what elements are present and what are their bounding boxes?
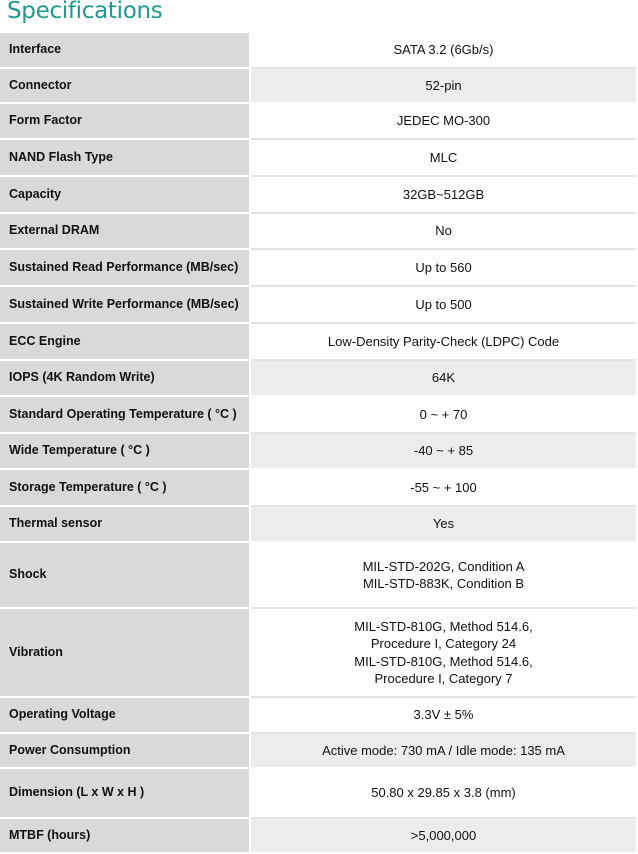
spec-label: Thermal sensor	[0, 507, 251, 543]
spec-row-storage-temperature	[0, 470, 636, 507]
spec-label: Dimension (L x W x H )	[0, 769, 251, 819]
spec-value-line: 32GB~512GB	[402, 186, 485, 202]
spec-row-write-performance	[0, 287, 636, 324]
spec-value-line: 3.3V ± 5%	[413, 707, 474, 723]
spec-value-line: 50.80 x 29.85 x 3.8 (mm)	[371, 785, 516, 801]
spec-value-line: Up to 500	[415, 296, 472, 312]
spec-value	[251, 287, 636, 324]
spec-value	[251, 250, 636, 287]
spec-label: Capacity	[0, 177, 251, 214]
spec-value-line: 0 ~ + 70	[419, 406, 468, 422]
spec-value-line: MIL-STD-810G, Method 514.6,	[354, 653, 533, 669]
spec-value	[251, 507, 636, 543]
spec-label: Wide Temperature ( °C )	[0, 434, 251, 470]
spec-row-operating-voltage	[0, 698, 636, 734]
spec-value	[251, 434, 636, 470]
spec-label: ECC Engine	[0, 324, 251, 361]
spec-value-line: MIL-STD-883K, Condition B	[362, 576, 525, 591]
spec-value	[251, 140, 636, 177]
spec-value-line: Procedure I, Category 24	[370, 636, 517, 651]
spec-label: NAND Flash Type	[0, 140, 251, 177]
spec-value-line: >5,000,000	[410, 827, 477, 843]
spec-label: Operating Voltage	[0, 698, 251, 734]
spec-label: Sustained Read Performance (MB/sec)	[0, 250, 251, 287]
spec-value-line: No	[435, 223, 452, 239]
spec-value	[251, 69, 636, 104]
spec-value	[251, 104, 636, 140]
spec-value	[251, 819, 636, 854]
spec-value-line: MIL-STD-810G, Method 514.6,	[354, 618, 533, 634]
spec-value-line: MIL-STD-202G, Condition A	[362, 558, 525, 574]
spec-label: Form Factor	[0, 104, 251, 140]
spec-value-line: MLC	[429, 149, 458, 165]
spec-label: Vibration	[0, 609, 251, 698]
spec-label: MTBF (hours)	[0, 819, 251, 854]
spec-value	[251, 769, 636, 819]
spec-value	[251, 324, 636, 361]
spec-row-ecc-engine	[0, 324, 636, 361]
page-title: Specifications	[7, 0, 163, 24]
spec-value-line: -40 ~ + 85	[413, 443, 474, 459]
spec-row-shock	[0, 543, 636, 609]
spec-row-power-consumption	[0, 734, 636, 769]
spec-value	[251, 177, 636, 214]
spec-row-interface	[0, 33, 636, 69]
spec-value-line: 52-pin	[425, 77, 462, 93]
spec-value-line: JEDEC MO-300	[396, 113, 491, 129]
spec-row-connector	[0, 69, 636, 104]
spec-row-capacity	[0, 177, 636, 214]
spec-label: External DRAM	[0, 214, 251, 250]
spec-value	[251, 609, 636, 698]
spec-value-line: Active mode: 730 mA / Idle mode: 135 mA	[322, 742, 565, 758]
spec-row-nand-flash-type	[0, 140, 636, 177]
spec-label: IOPS (4K Random Write)	[0, 361, 251, 397]
spec-row-form-factor	[0, 104, 636, 140]
specifications-table	[0, 33, 636, 854]
spec-row-iops	[0, 361, 636, 397]
spec-row-mtbf	[0, 819, 636, 854]
spec-value	[251, 361, 636, 397]
spec-row-thermal-sensor	[0, 507, 636, 543]
spec-value	[251, 470, 636, 507]
spec-row-standard-temperature	[0, 397, 636, 434]
spec-row-vibration	[0, 609, 636, 698]
spec-value-line: Up to 560	[415, 259, 472, 275]
spec-row-wide-temperature	[0, 434, 636, 470]
spec-label: Storage Temperature ( °C )	[0, 470, 251, 507]
spec-row-external-dram	[0, 214, 636, 250]
spec-label: Standard Operating Temperature ( °C )	[0, 397, 251, 434]
spec-row-dimension	[0, 769, 636, 819]
spec-label: Connector	[0, 69, 251, 104]
spec-value-line: Low-Density Parity-Check (LDPC) Code	[327, 333, 560, 349]
spec-label: Power Consumption	[0, 734, 251, 769]
spec-row-read-performance	[0, 250, 636, 287]
spec-value	[251, 734, 636, 769]
spec-label: Sustained Write Performance (MB/sec)	[0, 287, 251, 324]
spec-value-line: Yes	[432, 516, 455, 532]
spec-value-line: -55 ~ + 100	[410, 479, 477, 495]
spec-value	[251, 543, 636, 609]
spec-value	[251, 698, 636, 734]
spec-value-line: Procedure I, Category 7	[374, 671, 513, 686]
spec-value	[251, 397, 636, 434]
spec-value	[251, 214, 636, 250]
spec-label: Interface	[0, 33, 251, 69]
spec-value	[251, 33, 636, 69]
spec-value-line: 64K	[431, 370, 456, 386]
spec-value-line: SATA 3.2 (6Gb/s)	[393, 42, 494, 58]
spec-label: Shock	[0, 543, 251, 609]
